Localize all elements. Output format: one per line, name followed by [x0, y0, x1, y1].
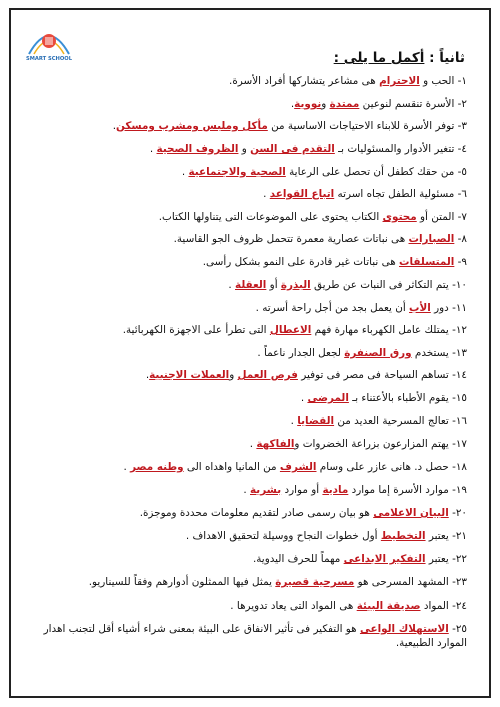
answer-text: الشرف: [279, 461, 317, 473]
question-text: ٢٣- المشهد المسرحى هو: [354, 576, 467, 588]
question-text: لجعل الجدار ناعماً .: [257, 347, 345, 359]
answer-text: اتباع القواعد: [269, 188, 335, 200]
question-item: [21, 483, 467, 497]
question-text: .: [290, 98, 295, 110]
answer-text: البيان الاعلامى: [373, 507, 449, 519]
question-text: من المانيا واهداه الى: [183, 461, 280, 473]
question-text: ١٦- تعالج المسرحية العديد من: [334, 415, 467, 427]
answer-text: المرضى: [307, 392, 349, 404]
question-text: و: [229, 369, 238, 381]
question-item: [21, 165, 467, 179]
answer-text: الصبارات: [408, 233, 455, 245]
question-text: أو موارد: [281, 484, 323, 496]
question-text: ١٢- يمتلك عامل الكهرباء مهارة فهم: [311, 324, 467, 336]
answer-text: محتوى: [382, 211, 417, 223]
question-item: [21, 622, 467, 650]
question-text: ١٨- حصل د. هانى عازر على وسام: [316, 461, 467, 473]
answer-text: ورق الصنفرة: [344, 347, 412, 359]
question-text: ٨-: [454, 233, 467, 245]
question-item: [21, 74, 467, 88]
question-text: ١٧- يهتم المزارعون بزراعة الخضروات و: [294, 438, 467, 450]
question-item: [21, 552, 467, 566]
question-text: .: [145, 369, 150, 381]
answer-text: العقلة: [235, 279, 267, 291]
question-text: .: [181, 166, 189, 178]
question-item: [21, 575, 467, 589]
answer-text: المتسلقات: [399, 256, 455, 268]
question-text: ٧- المتن أو: [416, 211, 467, 223]
question-text: أول خطوات النجاح ووسيلة لتحقيق الاهداف .: [185, 530, 381, 542]
question-item: [21, 437, 467, 451]
question-text: .: [112, 120, 117, 132]
title-prefix: ثانياً :: [424, 50, 465, 66]
question-text: الكتاب يحتوى على الموضوعات التى يتناولها الكتاب.: [158, 211, 383, 223]
answer-text: الاعطال: [269, 324, 312, 336]
question-item: [21, 414, 467, 428]
answer-text: التفكير الابداعى: [343, 553, 426, 565]
question-item: [21, 255, 467, 269]
question-item: [21, 460, 467, 474]
logo-text: SMART SCHOOL: [25, 56, 73, 62]
question-text: ٣- توفر الأسرة للابناء الاحتياجات الاساسية من: [267, 120, 467, 132]
question-text: هى مشاعر يتشاركها أفراد الأسرة.: [229, 75, 380, 87]
question-item: [21, 391, 467, 405]
question-text: ١٠- يتم التكاثر فى النبات عن طريق: [310, 279, 467, 291]
question-item: [21, 368, 467, 382]
question-text: .: [243, 484, 250, 496]
question-text: .: [123, 461, 131, 473]
answer-text: الاستهلاك الواعى: [359, 623, 449, 635]
question-text: هى نباتات عصارية معمرة تتحمل ظروف الجو القاسية.: [173, 233, 409, 245]
question-item: [21, 278, 467, 292]
question-item: [21, 323, 467, 337]
answer-text: الفاكهة: [256, 438, 295, 450]
question-text: .: [300, 392, 308, 404]
section-title: [334, 50, 465, 66]
question-text: التى تطرأ على الاجهزة الكهربائية.: [122, 324, 270, 336]
question-text: ١٩- موارد الأسرة إما موارد: [348, 484, 467, 496]
question-item: [21, 346, 467, 360]
title-main: أكمل ما يلى :: [333, 50, 425, 66]
answer-text: الاحترام: [379, 75, 420, 87]
answer-text: التخطيط: [380, 530, 426, 542]
question-text: يمثل فيها الممثلون أدوارهم وفقاً للسيناريو.: [88, 576, 276, 588]
question-text: ١٥- يقوم الأطباء بالأعتناء بـ: [348, 392, 467, 404]
question-text: ٢٢- يعتبر: [425, 553, 467, 565]
question-text: مهماً للحرف اليدوية.: [252, 553, 344, 565]
question-text: هى المواد التى يعاد تدويرها .: [230, 600, 357, 612]
question-text: أن يعمل بجد من أجل راحة أسرته .: [255, 302, 410, 314]
question-text: .: [290, 415, 298, 427]
answer-text: فرص العمل: [237, 369, 298, 381]
question-text: و: [238, 143, 251, 155]
question-text: ١٤- تساهم السياحة فى مصر فى توفير: [297, 369, 467, 381]
question-text: أو: [266, 279, 281, 291]
question-text: و: [321, 98, 330, 110]
answer-text: صديقة البيئة: [356, 600, 421, 612]
question-text: ١٣- يستخدم: [411, 347, 467, 359]
answer-text: ممتدة: [329, 98, 360, 110]
question-text: .: [228, 279, 236, 291]
answer-text: الصحية والاجتماعية: [188, 166, 286, 178]
answer-text: البذرة: [280, 279, 311, 291]
answer-text: نووية: [294, 98, 322, 110]
question-text: ٥- من حقك كطفل أن تحصل على الرعاية: [285, 166, 467, 178]
question-text: ١١- دور: [430, 302, 467, 314]
answer-text: بشرية: [250, 484, 282, 496]
question-item: [21, 301, 467, 315]
answer-text: الظروف الصحية: [156, 143, 239, 155]
question-item: [21, 119, 467, 133]
question-text: .: [263, 188, 270, 200]
question-text: .: [249, 438, 257, 450]
question-text: ٢٥-: [448, 623, 467, 635]
question-text: ٦- مسئولية الطفل تجاه اسرته: [334, 188, 467, 200]
question-text: ١- الحب و: [419, 75, 467, 87]
answer-text: وطنه مصر: [130, 461, 184, 473]
answer-text: مسرحية قصيرة: [275, 576, 355, 588]
question-text: هو التفكير فى تأثير الانفاق على البيئة بمعنى شراء أشياء أقل لتجنب اهدار الموارد الطبيعية.: [43, 623, 467, 649]
question-item: [21, 506, 467, 520]
answer-text: الأب: [409, 302, 431, 314]
question-item: [21, 529, 467, 543]
question-item: [21, 97, 467, 111]
answer-text: مأكل وملبس ومشرب ومسكن: [116, 120, 268, 132]
question-text: ٢٤- المواد: [420, 600, 467, 612]
answer-text: العملات الاجنبية: [149, 369, 230, 381]
answer-text: القضايا: [297, 415, 335, 427]
question-item: [21, 142, 467, 156]
question-item: [21, 210, 467, 224]
question-text: ٢- الأسرة تنقسم لنوعين: [359, 98, 467, 110]
question-text: .: [149, 143, 157, 155]
school-logo-icon: [25, 24, 73, 64]
question-text: هى نباتات غير قادرة على النمو بشكل رأسى.: [202, 256, 400, 268]
question-text: ٢٠-: [448, 507, 467, 519]
question-text: ٤- تتغير الأدوار والمسئوليات بـ: [334, 143, 467, 155]
worksheet-page: [9, 8, 491, 698]
answer-text: التقدم فى السن: [250, 143, 335, 155]
answer-text: مادية: [322, 484, 349, 496]
question-item: [21, 187, 467, 201]
question-text: ٢١- يعتبر: [425, 530, 467, 542]
question-text: ٩-: [454, 256, 467, 268]
question-text: هو بيان رسمى صادر لتقديم معلومات محددة وموجزة.: [139, 507, 374, 519]
question-item: [21, 599, 467, 613]
question-item: [21, 232, 467, 246]
